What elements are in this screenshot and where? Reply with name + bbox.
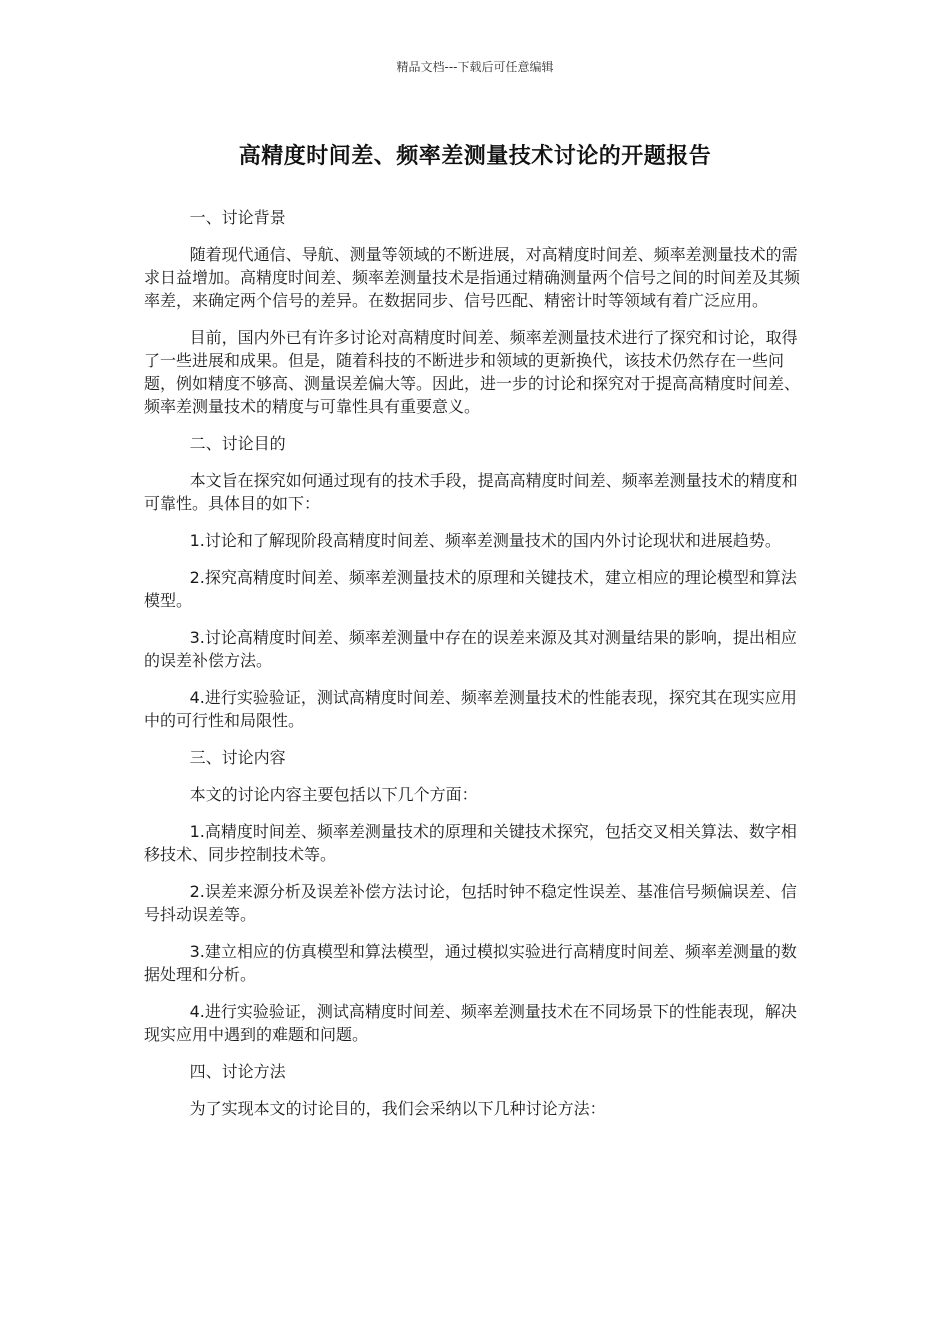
- section-heading-background: 一、讨论背景: [189, 208, 286, 227]
- page-header: 精品文档---下载后可任意编辑: [396, 60, 554, 74]
- section-heading-purpose: 二、讨论目的: [189, 434, 286, 453]
- list-item: 1.讨论和了解现阶段高精度时间差、频率差测量技术的国内外讨论现状和进展趋势。: [189, 531, 781, 550]
- paragraph: 本文的讨论内容主要包括以下几个方面：: [189, 785, 478, 804]
- list-item: 1.高精度时间差、频率差测量技术的原理和关键技术探究，包括交叉相关算法、数字相移技术、同步控制技术等。: [144, 822, 797, 864]
- list-item: 2.探究高精度时间差、频率差测量技术的原理和关键技术，建立相应的理论模型和算法模型。: [144, 568, 797, 610]
- list-item: 4.进行实验验证，测试高精度时间差、频率差测量技术的性能表现，探究其在现实应用中的可行性和局限性。: [144, 688, 797, 730]
- paragraph: 目前，国内外已有许多讨论对高精度时间差、频率差测量技术进行了探究和讨论，取得了一些进展和成果。但是，随着科技的不断进步和领域的更新换代，该技术仍然存在一些问题，例如精度不够高、测量误差偏大等。因此，进一步的讨论和探究对于提高高精度时间差、频率差测量技术的精度与可靠性具有重要意义。: [144, 328, 801, 416]
- list-item: 4.进行实验验证，测试高精度时间差、频率差测量技术在不同场景下的性能表现，解决现实应用中遇到的难题和问题。: [144, 1002, 797, 1044]
- document-body: [144, 206, 812, 1134]
- paragraph: 为了实现本文的讨论目的，我们会采纳以下几种讨论方法：: [189, 1099, 606, 1118]
- section-heading-content: 三、讨论内容: [189, 748, 286, 767]
- paragraph: 本文旨在探究如何通过现有的技术手段，提高高精度时间差、频率差测量技术的精度和可靠性。具体目的如下：: [144, 471, 798, 513]
- list-item: 3.讨论高精度时间差、频率差测量中存在的误差来源及其对测量结果的影响，提出相应的误差补偿方法。: [144, 628, 797, 670]
- paragraph: 随着现代通信、导航、测量等领域的不断进展，对高精度时间差、频率差测量技术的需求日益增加。高精度时间差、频率差测量技术是指通过精确测量两个信号之间的时间差及其频率差，来确定两个信号的差异。在数据同步、信号匹配、精密计时等领域有着广泛应用。: [144, 245, 801, 310]
- document-title: 高精度时间差、频率差测量技术讨论的开题报告: [238, 144, 712, 169]
- list-item: 2.误差来源分析及误差补偿方法讨论，包括时钟不稳定性误差、基准信号频偏误差、信号抖动误差等。: [144, 882, 797, 924]
- list-item: 3.建立相应的仿真模型和算法模型，通过模拟实验进行高精度时间差、频率差测量的数据处理和分析。: [144, 942, 797, 984]
- section-heading-methods: 四、讨论方法: [189, 1062, 286, 1081]
